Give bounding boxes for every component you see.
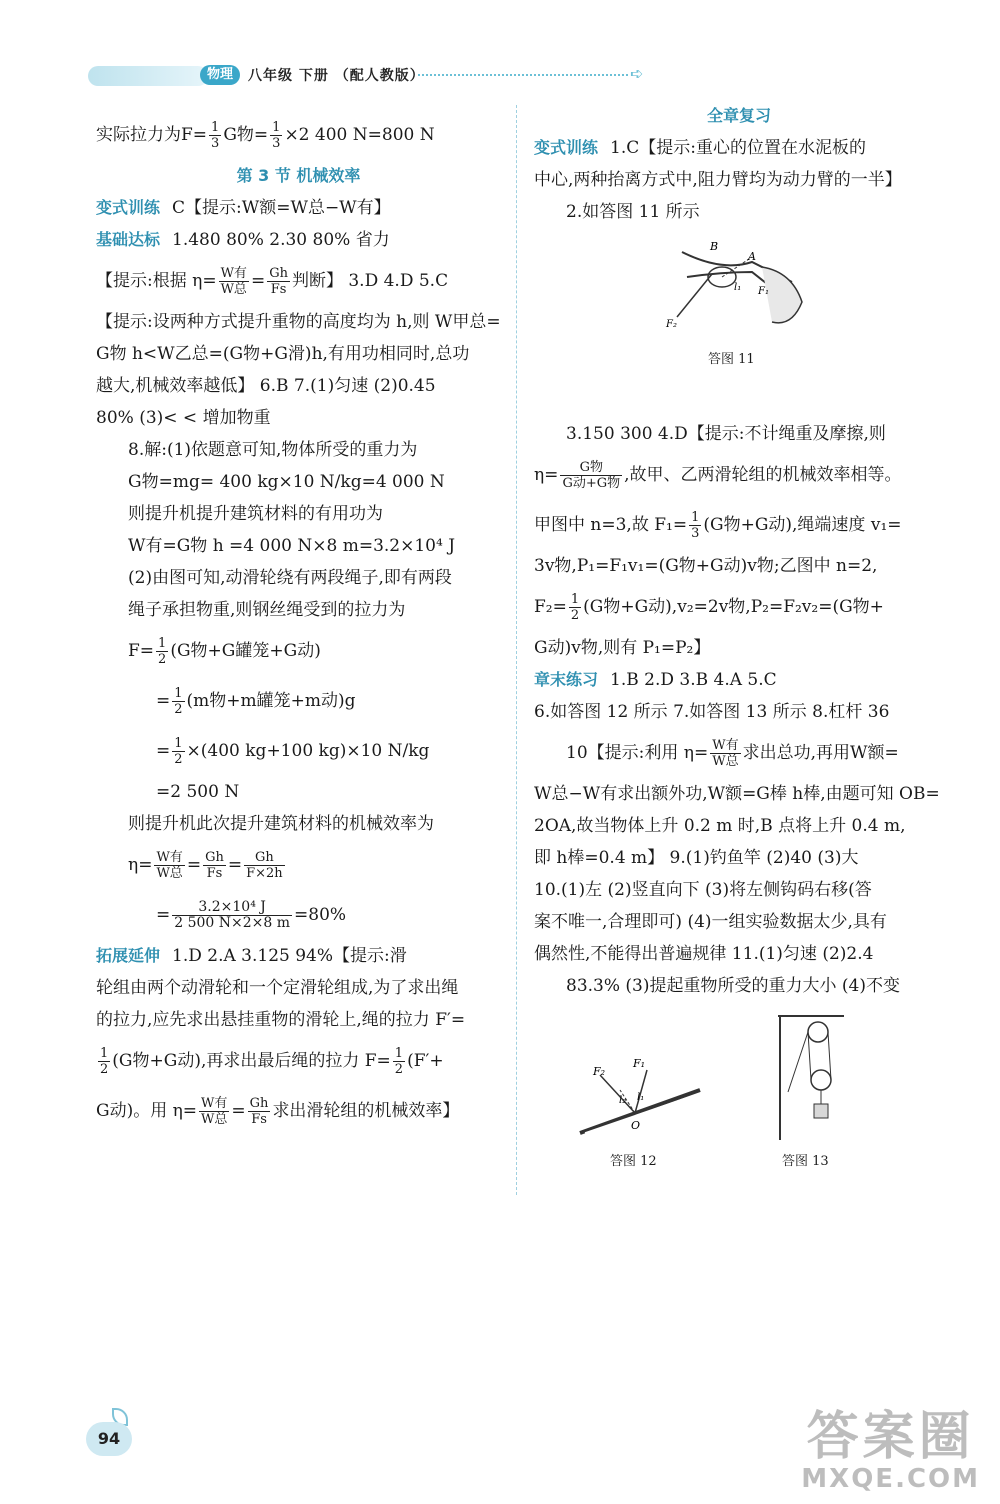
text-line: 83.3% (3)提起重物所受的重力大小 (4)不变 xyxy=(566,976,900,996)
text-line: 即 h棒=0.4 m】 9.(1)钓鱼竿 (2)40 (3)大 xyxy=(534,848,859,868)
figure-12-caption: 答图 12 xyxy=(610,1154,657,1169)
text-line: 2.如答图 11 所示 xyxy=(566,202,700,222)
text-line: W总−W有求出额外功,W额=G棒 h棒,由题可知 OB= xyxy=(534,784,940,804)
actual-force-line: 实际拉力为F= $\frac{1}{3}$ G物= $\frac{1}{3}$ ×2 400 N=800 N xyxy=(96,120,435,151)
chapter-exercise-tag: 章末练习 xyxy=(534,670,599,689)
text-line: (2)由图可知,动滑轮绕有两段绳子,即有两段 xyxy=(128,568,452,588)
book-title: 八年级 下册 （配人教版） xyxy=(248,68,425,84)
text-line: 甲图中 n=3,故 F₁= $\frac{1}{3}$ (G物+G动),绳端速度 v₁= xyxy=(534,510,902,541)
variant-training: 变式训练 1.C【提示:重心的位置在水泥板的 xyxy=(534,138,866,158)
text-line: 6.如答图 12 所示 7.如答图 13 所示 8.杠杆 36 xyxy=(534,702,890,722)
text-line: 3v物,P₁=F₁v₁=(G物+G动)v物;乙图中 n=2, xyxy=(534,556,878,576)
text-line: 中心,两种抬离方式中,阻力臂均为动力臂的一半】 xyxy=(534,170,902,190)
text-line: G动)v物,则有 P₁=P₂】 xyxy=(534,638,711,658)
column-divider xyxy=(516,105,517,1195)
basic-practice: 基础达标 1.480 80% 2.30 80% 省力 xyxy=(96,230,390,250)
svg-text:A: A xyxy=(748,250,756,263)
extension: 拓展延伸 1.D 2.A 3.125 94%【提示:滑 xyxy=(96,946,407,966)
text-line: 80% (3)< < 增加物重 xyxy=(96,408,271,428)
header-band xyxy=(88,66,208,86)
force-formula: = $\frac{1}{2}$ (m物+m罐笼+m动)g xyxy=(156,686,356,717)
hint-efficiency: 【提示:根据 η= $\frac{\text{W有}}{\text{W总}}$ = $\frac{Gh}{Fs}$ 判断】 3.D 4.D 5.C xyxy=(96,266,449,297)
text-line: 案不唯一,合理即可) (4)一组实验数据太少,具有 xyxy=(534,912,887,932)
text-line: 的拉力,应先求出悬挂重物的滑轮上,绳的拉力 F′= xyxy=(96,1010,466,1030)
figure-13-caption: 答图 13 xyxy=(782,1154,829,1169)
text-line: 轮组由两个动滑轮和一个定滑轮组成,为了求出绳 xyxy=(96,978,459,998)
svg-text:l₂: l₂ xyxy=(619,1095,627,1106)
svg-text:O: O xyxy=(631,1119,641,1132)
text-line: G物=mg= 400 kg×10 N/kg=4 000 N xyxy=(128,472,445,492)
text-line: η= $\frac{\text{G物}}{\text{G动+G物}}$ ,故甲、乙两滑轮组的机械效率相等。 xyxy=(534,460,902,491)
force-result: =2 500 N xyxy=(156,782,240,802)
page-number: 94 xyxy=(86,1422,132,1456)
text-line: 3.150 300 4.D【提示:不计绳重及摩擦,则 xyxy=(566,424,886,444)
pliers-figure xyxy=(662,232,812,342)
efficiency-formula: η= $\frac{\text{W有}}{\text{W总}}$ = $\frac{Gh}{Fs}$ = $\frac{Gh}{F\times 2h}$ xyxy=(128,850,283,881)
text-line: $\frac{1}{2}$ (G物+G动),再求出最后绳的拉力 F= $\frac{1}{2}$ (F′+ xyxy=(100,1046,444,1077)
efficiency-result: = $\frac{\text{3.2×10⁴ J}}{2 500 N\times 2\times 8 m}$ =80% xyxy=(156,899,347,931)
left-column xyxy=(96,110,501,1136)
chapter-review-title: 全章复习 xyxy=(706,106,771,125)
pulley-figure xyxy=(776,1012,846,1140)
svg-text:F₁: F₁ xyxy=(633,1057,646,1070)
svg-text:F₂: F₂ xyxy=(593,1065,606,1078)
text-line: 10.(1)左 (2)竖直向下 (3)将左侧钩码右移(答 xyxy=(534,880,872,900)
text-line: 【提示:设两种方式提升重物的高度均为 h,则 W甲总= xyxy=(96,312,501,332)
force-formula: F= $\frac{1}{2}$ (G物+G罐笼+G动) xyxy=(128,636,321,667)
force-formula: = $\frac{1}{2}$ ×(400 kg+100 kg)×10 N/kg xyxy=(156,736,430,767)
svg-text:F₁: F₁ xyxy=(758,286,769,297)
text-line: 偶然性,不能得出普遍规律 11.(1)匀速 (2)2.4 xyxy=(534,944,874,964)
watermark-logo: 答案圈 MXQE.COM xyxy=(801,1407,980,1494)
text-line: F₂= $\frac{1}{2}$ (G物+G动),v₂=2v物,P₂=F₂v₂=(G物+ xyxy=(534,592,884,623)
text-line: 10【提示:利用 η= $\frac{\text{W有}}{\text{W总}}$ 求出总功,再用W额= xyxy=(566,738,899,769)
svg-text:l₁: l₁ xyxy=(734,282,742,293)
svg-text:B: B xyxy=(710,240,719,253)
section-heading: 第 3 节 机械效率 xyxy=(236,166,361,185)
basic-practice-tag: 基础达标 xyxy=(96,230,161,249)
extension-tag: 拓展延伸 xyxy=(96,946,161,965)
chapter-exercise: 章末练习 1.B 2.D 3.B 4.A 5.C xyxy=(534,670,777,690)
page-header xyxy=(88,58,648,92)
lever-figure xyxy=(575,1045,705,1140)
text-line: 越大,机械效率越低】 6.B 7.(1)匀速 (2)0.45 xyxy=(96,376,436,396)
text-line: 绳子承担物重,则钢丝绳受到的拉力为 xyxy=(128,600,406,620)
variant-training-tag: 变式训练 xyxy=(96,198,161,217)
text-line: 2OA,故当物体上升 0.2 m 时,B 点将上升 0.4 m, xyxy=(534,816,906,836)
variant-training-tag: 变式训练 xyxy=(534,138,599,157)
header-dotted-line xyxy=(418,74,628,76)
text-line: G物 h<W乙总=(G物+G滑)h,有用功相同时,总功 xyxy=(96,344,470,364)
figure-11-caption: 答图 11 xyxy=(708,352,755,367)
text-line: 则提升机此次提升建筑材料的机械效率为 xyxy=(128,814,434,834)
text-line: G动)。用 η= $\frac{\text{W有}}{\text{W总}}$ = $\frac{Gh}{Fs}$ 求出滑轮组的机械效率】 xyxy=(96,1096,460,1127)
arrow-icon: ➪ xyxy=(630,64,644,83)
subject-tag: 物理 xyxy=(200,65,240,85)
variant-training: 变式训练 C【提示:W额=W总−W有】 xyxy=(96,198,391,218)
text-line: W有=G物 h =4 000 N×8 m=3.2×10⁴ J xyxy=(128,536,456,556)
svg-text:F₂: F₂ xyxy=(666,319,677,330)
svg-text:l₁: l₁ xyxy=(637,1092,645,1103)
text-line: 则提升机提升建筑材料的有用功为 xyxy=(128,504,383,524)
text-line: 8.解:(1)依题意可知,物体所受的重力为 xyxy=(128,440,418,460)
